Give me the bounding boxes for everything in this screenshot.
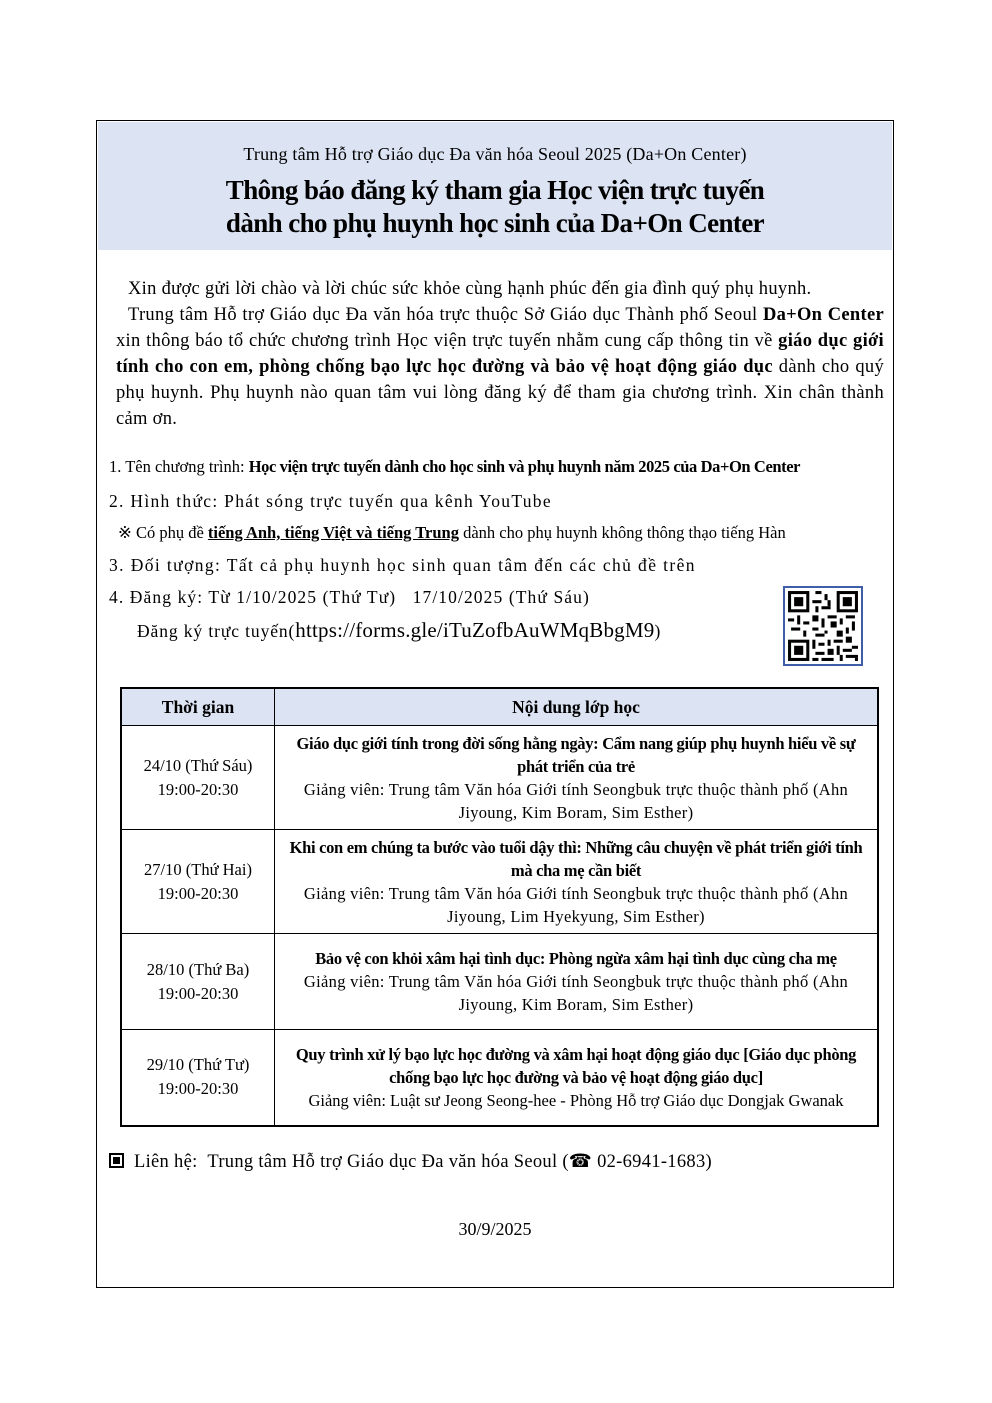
organization-subtitle: Trung tâm Hỗ trợ Giáo dục Đa văn hóa Seoul 2025 (Da+On Center) [243,144,747,164]
center-name: Da+On Center [762,305,885,325]
subtitle-note [118,523,786,543]
schedule-header-row [121,688,878,726]
registration-item: 4. Đăng ký: Từ 1/10/2025 (Thứ Tư) 17/10/2025 (Thứ Sáu) [109,587,590,607]
session-time [121,934,275,1030]
intro-text [116,276,884,432]
table-row [121,830,878,934]
session-time [121,1030,275,1126]
notice-header [98,122,892,250]
intro-body [116,302,884,432]
qr-code-graphic [785,588,861,664]
online-registration [137,618,661,643]
format-item: 2. Hình thức: Phát sóng trực tuyến qua kênh YouTube [109,491,552,511]
contact-text: Trung tâm Hỗ trợ Giáo dục Đa văn hóa Seoul (☎ 02-6941-1683) [207,1152,712,1172]
session-hours: 19:00-20:30 [157,1079,239,1099]
session-title: Giáo dục giới tính trong đời sống hằng ngày: Cẩm nang giúp phụ huynh hiểu về sự phát triển của trẻ [296,733,856,776]
session-content [275,830,879,934]
note-languages: tiếng Anh, tiếng Việt và tiếng Trung [207,523,459,542]
intro-greeting: Xin được gửi lời chào và lời chúc sức khỏe cùng hạnh phúc đến gia đình quý phụ huynh. [128,279,812,299]
session-time [121,726,275,830]
online-close: ) [654,621,662,641]
session-lecturer: Giảng viên: Luật sư Jeong Seong-hee - Phòng Hỗ trợ Giáo dục Dongjak Gwanak [308,1090,844,1110]
session-title: Quy trình xử lý bạo lực học đường và xâm hại hoạt động giáo dục [Giáo dục phòng chống bạo lực học đường và bảo vệ hoạt động giáo dục] [295,1044,857,1087]
program-name-value: Học viện trực tuyến dành cho học sinh và phụ huynh năm 2025 của Da+On Center [248,457,801,476]
note-suffix: dành cho phụ huynh không thông thạo tiếng Hàn [458,523,786,542]
session-lecturer: Giảng viên: Trung tâm Văn hóa Giới tính Seongbuk trực thuộc thành phố (Ahn Jiyoung, Lim Hyekyung, Sim Esther) [303,883,849,926]
program-name-label: 1. Tên chương trình: [109,457,249,476]
intro-topics: giáo dục giới tính cho con em, phòng chống bạo lực học đường và bảo vệ hoạt động giáo dục [116,331,884,377]
table-row [121,1030,878,1126]
title-line-2: dành cho phụ huynh học sinh của Da+On Center [225,208,765,238]
session-lecturer: Giảng viên: Trung tâm Văn hóa Giới tính Seongbuk trực thuộc thành phố (Ahn Jiyoung, Kim Boram, Sim Esther) [303,779,849,822]
title-line-1: Thông báo đăng ký tham gia Học viện trực tuyến [225,175,765,205]
notice-frame [96,120,894,1288]
notice-title [98,174,892,240]
session-hours: 19:00-20:30 [157,883,239,903]
session-time [121,830,275,934]
program-name-item [109,457,800,477]
session-content [275,934,879,1030]
qr-code-icon[interactable] [783,586,863,666]
online-label: Đăng ký trực tuyến( [137,621,296,641]
session-date: 29/10 (Thứ Tư) [146,1055,250,1075]
session-date: 27/10 (Thứ Hai) [144,859,252,879]
notice-date: 30/9/2025 [458,1219,532,1239]
table-row [121,934,878,1030]
session-date: 24/10 (Thứ Sáu) [143,755,253,775]
session-lecturer: Giảng viên: Trung tâm Văn hóa Giới tính Seongbuk trực thuộc thành phố (Ahn Jiyoung, Kim Boram, Sim Esther) [303,972,849,1014]
contact-label: Liên hệ: [134,1152,198,1172]
registration-link[interactable]: https://forms.gle/iTuZofbAuWMqBbgM9 [295,618,655,642]
header-time: Thời gian [121,688,275,726]
header-content: Nội dung lớp học [275,688,879,726]
session-content [275,726,879,830]
square-bullet-icon [109,1153,124,1168]
session-title: Khi con em chúng ta bước vào tuổi dậy thì: Những câu chuyện về phát triển giới tính mà cha mẹ cần biết [289,837,863,880]
session-hours: 19:00-20:30 [157,779,239,799]
contact-line [109,1151,712,1173]
intro-body-a: Trung tâm Hỗ trợ Giáo dục Đa văn hóa trực thuộc Sở Giáo dục Thành phố Seoul [128,305,763,325]
audience-item: 3. Đối tượng: Tất cả phụ huynh học sinh quan tâm đến các chủ đề trên [109,555,696,575]
intro-body-c: xin thông báo tổ chức chương trình Học viện trực tuyến nhằm cung cấp thông tin về [116,331,779,351]
session-hours: 19:00-20:30 [157,983,239,1003]
session-date: 28/10 (Thứ Ba) [146,959,250,979]
session-title: Bảo vệ con khỏi xâm hại tình dục: Phòng ngừa xâm hại tình dục cùng cha mẹ [315,949,837,968]
schedule-table [120,687,879,1127]
intro-body-e: dành cho quý phụ huynh. Phụ huynh nào quan tâm vui lòng đăng ký để tham gia chương trình. Xin chân thành cảm ơn. [116,357,884,429]
note-prefix: ※ Có phụ đề [118,523,208,542]
table-row [121,726,878,830]
session-content [275,1030,879,1126]
